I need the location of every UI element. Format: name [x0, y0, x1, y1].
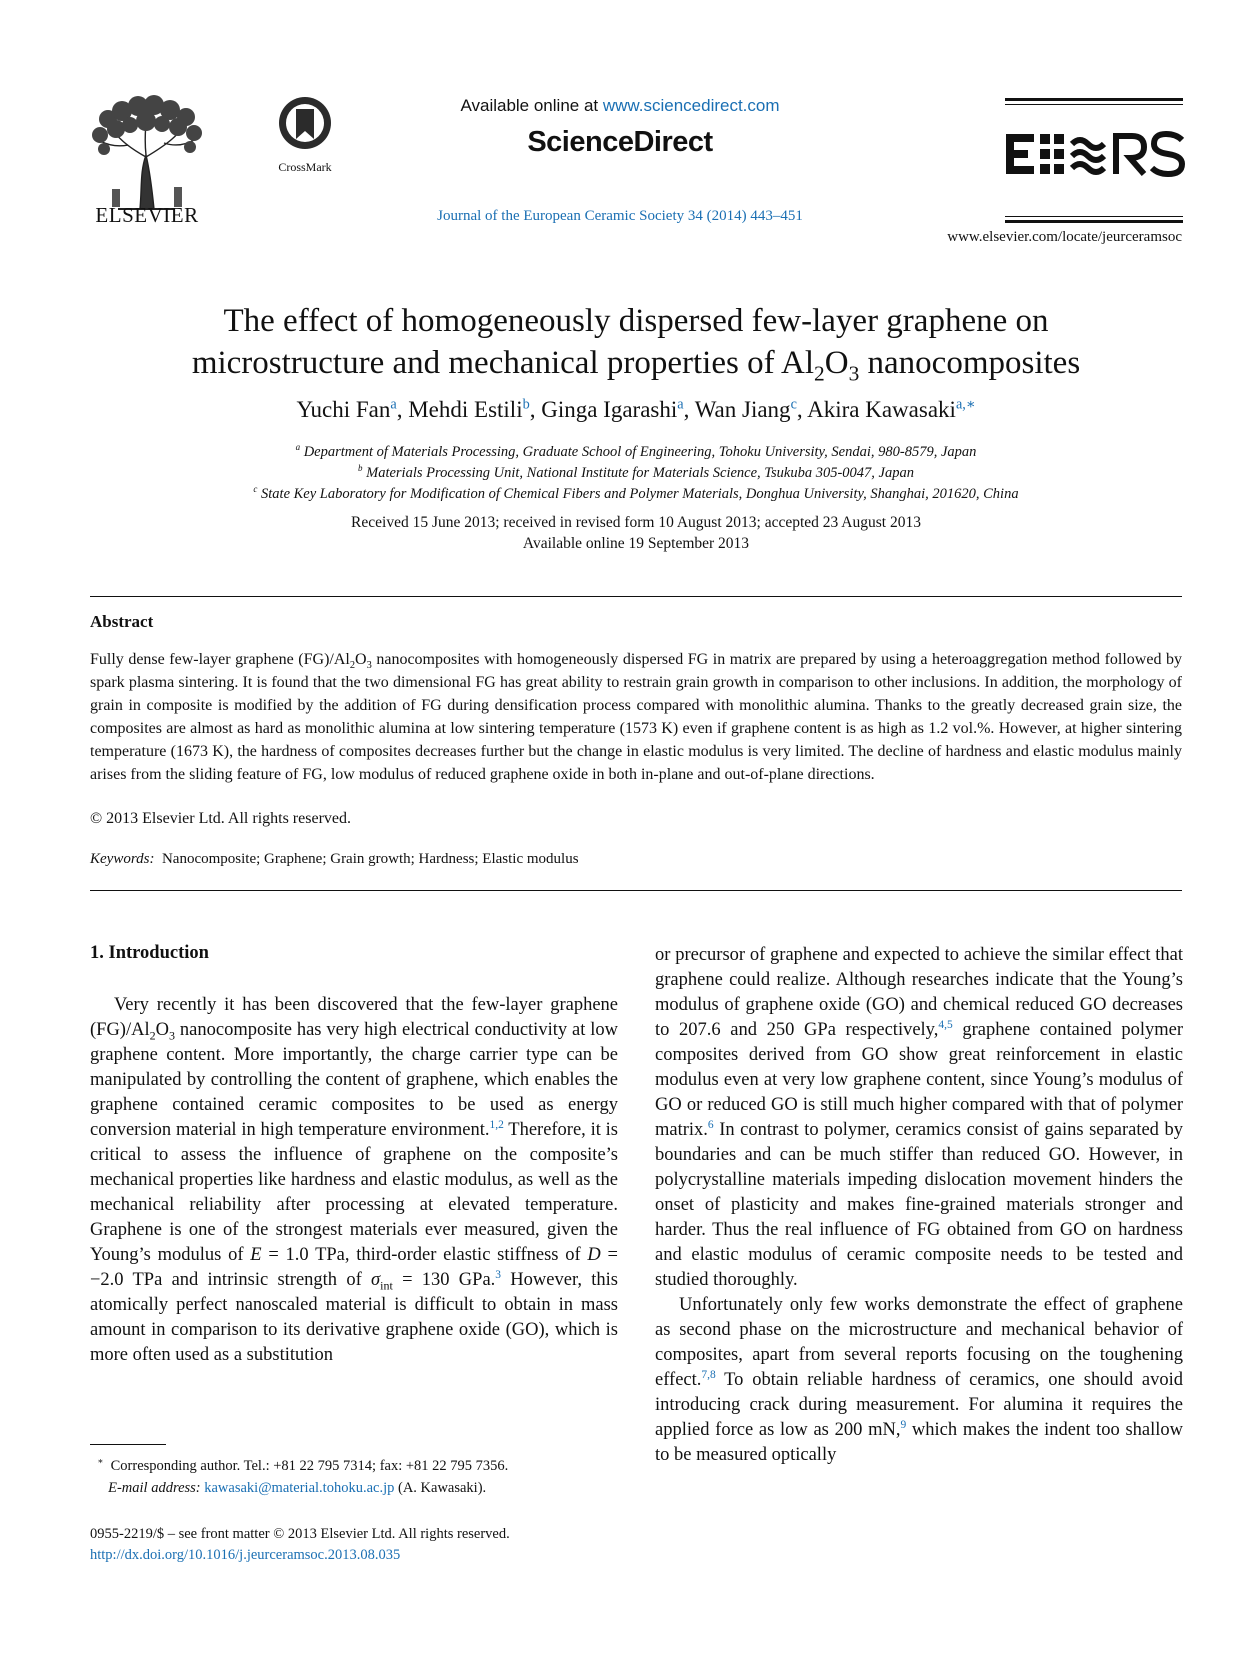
- text-run: To obtain reliable hardness of ceramics, one should avoid introducing crack during measurement. For alumina it requires the applied force as low as 200 mN,: [655, 1370, 1183, 1440]
- formula-sub: 3: [169, 1028, 176, 1043]
- reference-link[interactable]: 7,8: [701, 1368, 716, 1381]
- keywords-list: Nanocomposite; Graphene; Grain growth; Hardness; Elastic modulus: [161, 851, 579, 867]
- logo-rule-bottom-thick: [1005, 220, 1183, 223]
- text-run: Therefore, it is critical to assess the influence of graphene on the composite’s mechanical properties like hardness and elastic modulus, as well as the mechanical reliability after processing at elevated temperature. Graphene is one of the strongest materials ever measured, given the Young’s modulus of: [90, 1120, 618, 1265]
- author-affil-link[interactable]: b: [522, 396, 530, 413]
- footnote-marker: ∗: [97, 1456, 104, 1467]
- author-affil-link[interactable]: c: [790, 396, 797, 413]
- reference-link[interactable]: 3: [495, 1268, 502, 1281]
- text-run: = 130 GPa.: [392, 1270, 496, 1290]
- title-sub: 2: [814, 361, 825, 386]
- front-matter: [90, 1524, 690, 1566]
- affiliation-c: [90, 486, 1182, 503]
- formula-sub: 2: [349, 660, 356, 672]
- crossmark-icon: [277, 95, 333, 153]
- abstract-text-rest: nanocomposites with homogeneously dispersed FG in matrix are prepared by using a heteroaggregation method followed by spark plasma sintering. It is found that the two dimensional FG has great ability to restrain grain growth in comparison to other inclusions. In addition, the morphology of grain in composite is modified by the addition of FG during densification process compared with monolithic alumina. Thanks to the greatly decreased grain size, the composites are almost as hard as monolithic alumina at low sintering temperature (1573 K) even if graphene content is as high as 1.2 vol.%. However, at higher sintering temperature (1673 K), the hardness of composites decreases further but the change in elastic modulus is very limited. The decline of hardness and elastic modulus mainly arises from the sliding feature of FG, low modulus of reduced graphene oxide in both in-plane and out-of-plane directions.: [90, 651, 1182, 783]
- sciencedirect-brand: ScienceDirect: [527, 126, 713, 158]
- affiliation-key: c: [253, 484, 258, 495]
- title-line-2-end: nanocomposites: [859, 345, 1081, 381]
- keywords-line: [90, 851, 579, 868]
- issn-line: 0955-2219/$ – see front matter © 2013 Elsevier Ltd. All rights reserved.: [90, 1526, 510, 1542]
- text-run: Very recently it has been discovered that the few-layer graphene (FG)/Al: [90, 995, 618, 1040]
- crossmark-badge[interactable]: [270, 95, 340, 175]
- available-prefix: Available online at: [460, 96, 603, 115]
- publisher-name: ELSEVIER: [95, 203, 199, 227]
- footnote-text: Corresponding author. Tel.: +81 22 795 7314; fax: +81 22 795 7356.: [110, 1458, 509, 1474]
- crossmark-label: CrossMark: [278, 160, 332, 174]
- abstract-heading: Abstract: [90, 612, 154, 631]
- author-affil-link[interactable]: a: [390, 396, 397, 413]
- sciencedirect-link[interactable]: www.sciencedirect.com: [602, 96, 780, 115]
- text-run: Unfortunately only few works demonstrate the effect of graphene as second phase on the microstructure and mechanical behavior of composites, apart from several reports focusing on the toughening effect.: [655, 1295, 1183, 1390]
- text-run: or precursor of graphene and expected to achieve the similar effect that graphene could realize. Although researches indicate that the Young’s modulus of graphene oxide (GO) and chemical reduced GO decreases to 207.6 and 250 GPa respectively,: [655, 945, 1183, 1040]
- available-online-date: Available online 19 September 2013: [522, 535, 750, 552]
- author-name: Mehdi Estili: [408, 397, 523, 422]
- author-name: Wan Jiang: [694, 397, 791, 422]
- affiliation-text: State Key Laboratory for Modification of Chemical Fibers and Polymer Materials, Donghua University, Shanghai, 201620, China: [261, 486, 1019, 502]
- title-line-2: microstructure and mechanical properties of Al: [191, 345, 814, 381]
- formula-sub: 2: [149, 1028, 156, 1043]
- email-label: E-mail address:: [108, 1480, 201, 1496]
- author-name: Akira Kawasaki: [807, 397, 956, 422]
- text-run: = −2.0 TPa and intrinsic strength of: [90, 1245, 618, 1290]
- section-heading: 1. Introduction: [90, 943, 209, 963]
- affiliation-key: a: [295, 442, 301, 453]
- title-line-1: The effect of homogeneously dispersed few-layer graphene on: [223, 303, 1049, 339]
- reference-link[interactable]: 1,2: [489, 1118, 504, 1131]
- author-affil-link[interactable]: a,∗: [955, 396, 976, 413]
- affiliation-text: Materials Processing Unit, National Institute for Materials Science, Tsukuba 305-0047, Japan: [366, 465, 914, 481]
- logo-rule-top-thin: [1005, 104, 1183, 105]
- author-name: Ginga Igarashi: [541, 397, 678, 422]
- author-separator: ,: [396, 397, 409, 422]
- reference-link[interactable]: 6: [707, 1118, 714, 1131]
- author-separator: ,: [683, 397, 695, 422]
- text-run: graphene contained polymer composites derived from GO show great reinforcement in elastic modulus even at very low graphene content, since Young’s modulus of GO or reduced GO is still much higher compared with that of polymer matrix.: [655, 1020, 1183, 1140]
- math-symbol: D: [587, 1245, 601, 1265]
- text-run: which makes the indent too shallow to be measured optically: [655, 1420, 1183, 1465]
- corresponding-author-footnote: [90, 1455, 630, 1499]
- abstract-body: [90, 648, 1182, 786]
- abstract-top-rule: [90, 596, 1182, 597]
- journal-citation-link[interactable]: Journal of the European Ceramic Society 34 (2014) 443–451: [437, 208, 803, 224]
- article-title: [90, 300, 1182, 384]
- math-symbol: σ: [371, 1270, 381, 1290]
- received-dates: Received 15 June 2013; received in revised form 10 August 2013; accepted 23 August 2013: [351, 514, 921, 531]
- formula-sub: 3: [366, 660, 372, 672]
- footnote-rule: [90, 1444, 166, 1445]
- text-run: In contrast to polymer, ceramics consist of gains separated by boundaries and can be much stiffer than reduced GO. However, in polycrystalline materials impeding dislocation movement hinders the onset of plasticity and makes fine-grained materials stronger and harder. Thus the real influence of FG obtained from GO on hardness and elastic modulus of ceramic composite needs to be tested and studied thoroughly.: [655, 1120, 1183, 1290]
- math-symbol: E: [250, 1245, 262, 1265]
- math-sub: int: [380, 1278, 393, 1293]
- ecers-journal-logo-icon: [1000, 128, 1190, 180]
- author-affil-link[interactable]: a: [677, 396, 684, 413]
- text-run: nanocomposite has very high electrical conductivity at low graphene content. More importantly, the charge carrier type can be manipulated by controlling the content of graphene, which enables the graphene contained ceramic composites to be used as energy conversion material in high temperature environment.: [90, 1020, 618, 1140]
- formula-oxygen: O: [155, 1020, 170, 1040]
- intro-paragraph: [655, 1293, 1183, 1468]
- logo-rule-bottom-thin: [1005, 216, 1183, 217]
- formula-oxygen: O: [355, 651, 367, 668]
- reference-link[interactable]: 4,5: [938, 1018, 953, 1031]
- abstract-text-start: Fully dense few-layer graphene (FG)/Al: [90, 651, 350, 668]
- author-separator: ,: [796, 397, 808, 422]
- left-column: [90, 993, 618, 1368]
- doi-link[interactable]: http://dx.doi.org/10.1016/j.jeurceramsoc.2013.08.035: [90, 1547, 401, 1563]
- intro-paragraph-continued: [655, 943, 1183, 1293]
- title-oxygen: O: [824, 345, 849, 381]
- keywords-label: Keywords:: [90, 851, 155, 867]
- available-online-line: [360, 96, 880, 116]
- affiliation-key: b: [358, 463, 363, 474]
- author-name: Yuchi Fan: [296, 397, 391, 422]
- abstract-copyright: © 2013 Elsevier Ltd. All rights reserved.: [90, 810, 351, 827]
- author-email-link[interactable]: kawasaki@material.tohoku.ac.jp: [204, 1480, 395, 1496]
- logo-rule-top-thick: [1005, 98, 1183, 101]
- intro-paragraph: [90, 993, 618, 1368]
- affiliation-a: [90, 444, 1182, 461]
- affiliation-b: [90, 465, 1182, 482]
- title-sub: 3: [848, 361, 860, 386]
- author-list: [90, 397, 1182, 423]
- right-column: [655, 943, 1183, 1468]
- abstract-bottom-rule: [90, 890, 1182, 891]
- text-run: However, this atomically perfect nanoscaled material is difficult to obtain in mass amount in comparison to its derivative graphene oxide (GO), which is more often used as a substitution: [90, 1270, 618, 1365]
- reference-link[interactable]: 9: [900, 1418, 907, 1431]
- author-separator: ,: [529, 397, 542, 422]
- text-run: = 1.0 TPa, third-order elastic stiffness of: [261, 1245, 588, 1265]
- email-owner: (A. Kawasaki).: [397, 1480, 487, 1496]
- journal-url[interactable]: www.elsevier.com/locate/jeurceramsoc: [947, 229, 1182, 245]
- affiliation-text: Department of Materials Processing, Graduate School of Engineering, Tohoku University, Sendai, 980-8579, Japan: [303, 444, 977, 460]
